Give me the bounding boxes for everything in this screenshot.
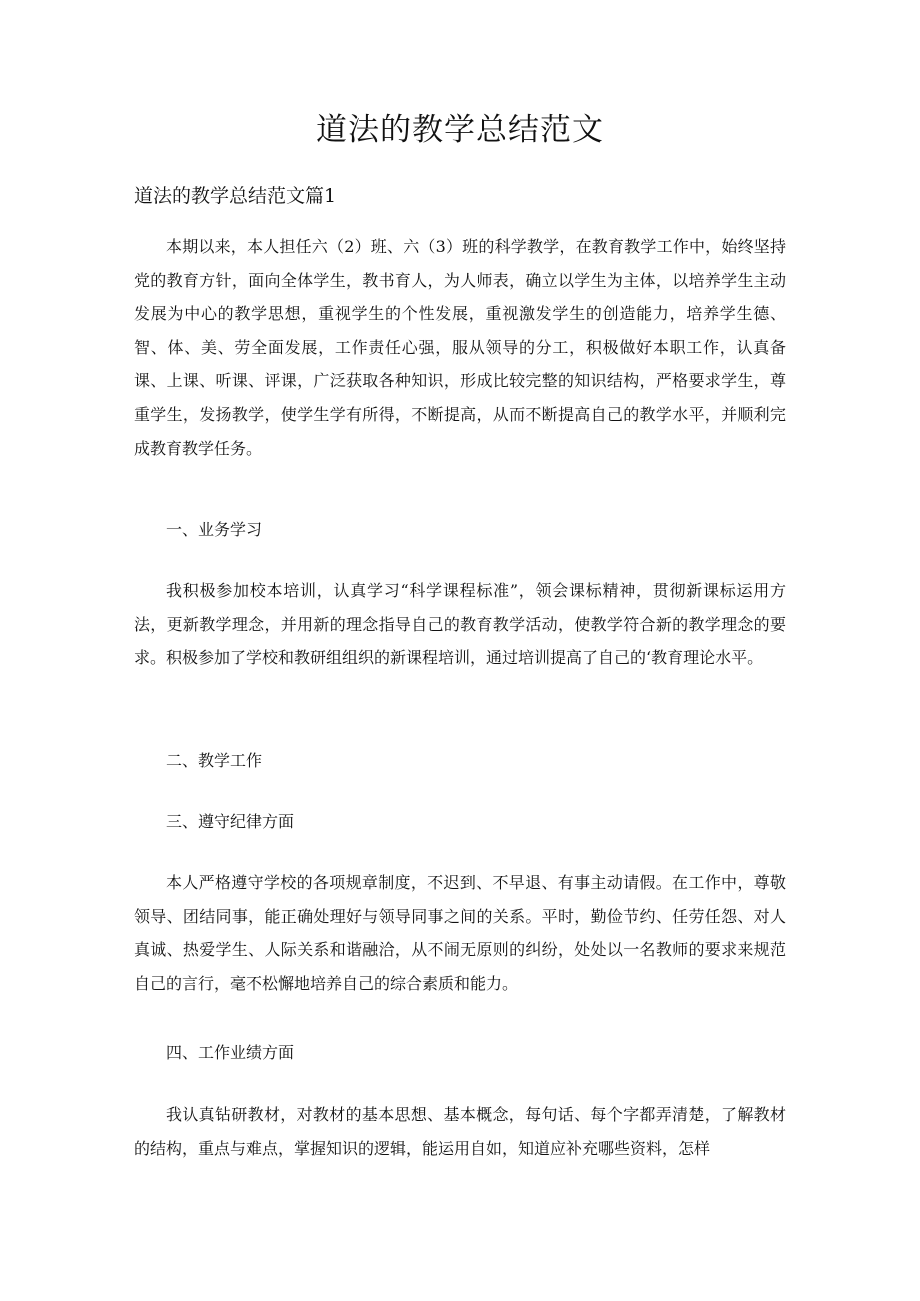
work-achievements-paragraph: 我认真钻研教材，对教材的基本思想、基本概念，每句话、每个字都弄清楚，了解教材的结构，重点与难点，掌握知识的逻辑，能运用自如，知道应补充哪些资料，怎样 xyxy=(134,1105,786,1158)
document-title: 道法的教学总结范文 xyxy=(316,112,604,148)
section-heading-work-achievements: 四、工作业绩方面 xyxy=(166,1043,295,1062)
intro-paragraph: 本期以来，本人担任六（2）班、六（3）班的科学教学，在教育教学工作中，始终坚持党的教育方针，面向全体学生，教书育人，为人师表，确立以学生为主体，以培养学生主动发展为中心的教学思想，重视学生的个性发展，重视激发学生的创造能力，培养学生德、智、体、美、劳全面发展，工作责任心强，服从领导的分工，积极做好本职工作，认真备课、上课、听课、评课，广泛获取各种知识，形成比较完整的知识结构，严格要求学生，尊重学生，发扬教学，使学生学有所得，不断提高，从而不断提高自己的教学水平，并顺利完成教育教学任务。 xyxy=(134,237,786,458)
section-heading-business-study: 一、业务学习 xyxy=(166,520,263,539)
discipline-paragraph: 本人严格遵守学校的各项规章制度，不迟到、不早退、有事主动请假。在工作中，尊敬领导、团结同事，能正确处理好与领导同事之间的关系。平时，勤俭节约、任劳任怨、对人真诚、热爱学生、人际关系和谐融洽，从不闹无原则的纠纷，处处以一名教师的要求来规范自己的言行，毫不松懈地培养自己的综合素质和能力。 xyxy=(134,873,786,993)
document-subtitle: 道法的教学总结范文篇1 xyxy=(134,185,337,207)
business-study-paragraph: 我积极参加校本培训，认真学习“科学课程标准”，领会课标精神，贯彻新课标运用方法，更新教学理念，并用新的理念指导自己的教育教学活动，使教学符合新的教学理念的要求。积极参加了学校和教研组组织的新课程培训，通过培训提高了自己的‘教育理论水平。 xyxy=(134,581,786,668)
section-heading-teaching-work: 二、教学工作 xyxy=(166,751,263,770)
section-heading-discipline: 三、遵守纪律方面 xyxy=(166,812,295,831)
